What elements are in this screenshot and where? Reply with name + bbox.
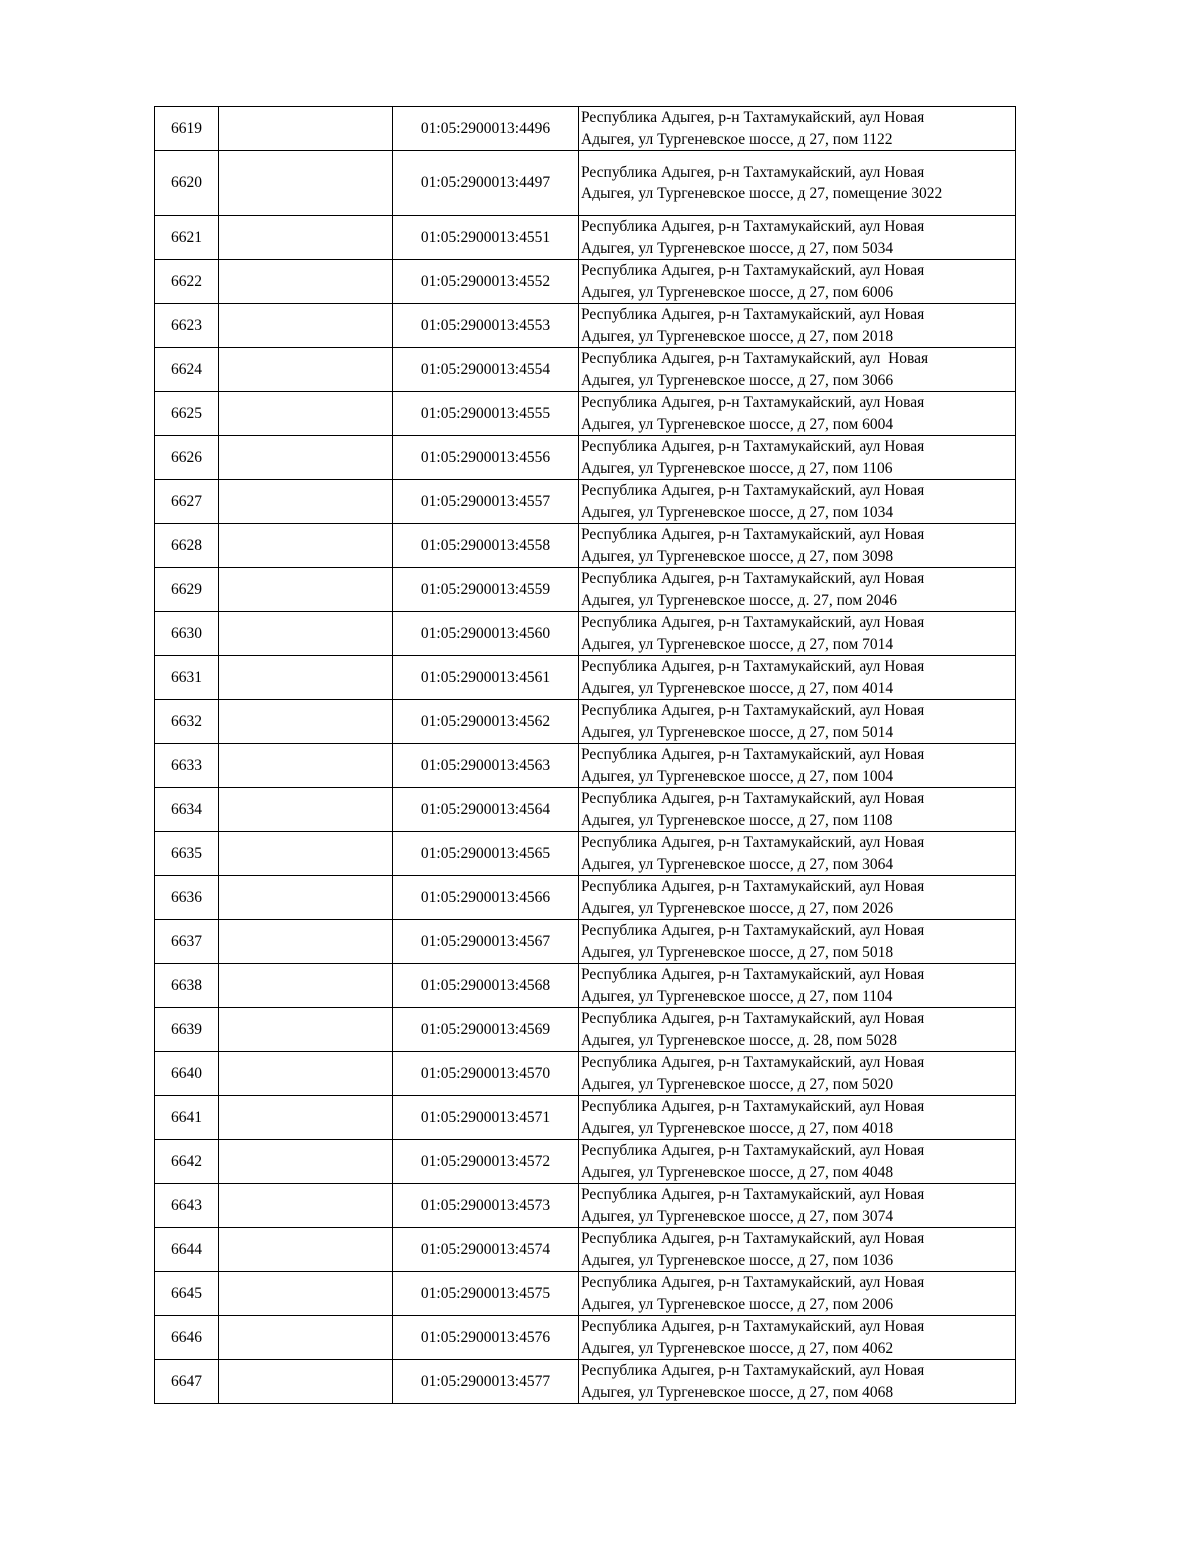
address-cell (579, 832, 1016, 876)
address-cell (579, 920, 1016, 964)
table-row (155, 524, 1016, 568)
address-line-2: Адыгея, ул Тургеневское шоссе, д 27, пом 5014 (581, 723, 894, 741)
row-number: 6628 (155, 524, 219, 568)
table-row (155, 920, 1016, 964)
blank-cell (219, 107, 393, 151)
address-cell (579, 260, 1016, 304)
row-number: 6646 (155, 1316, 219, 1360)
address-cell (579, 1140, 1016, 1184)
blank-cell (219, 392, 393, 436)
row-number: 6639 (155, 1008, 219, 1052)
address-cell (579, 656, 1016, 700)
address-cell (579, 480, 1016, 524)
cadastral-number: 01:05:2900013:4574 (393, 1228, 579, 1272)
address-line-2: Адыгея, ул Тургеневское шоссе, д 27, пом 1036 (581, 1251, 894, 1269)
address-line-2: Адыгея, ул Тургеневское шоссе, д 27, пом 1122 (581, 130, 893, 148)
table-row (155, 1008, 1016, 1052)
blank-cell (219, 524, 393, 568)
address-line-2: Адыгея, ул Тургеневское шоссе, д 27, пом 5020 (581, 1075, 894, 1093)
address-line-1: Республика Адыгея, р-н Тахтамукайский, аул Новая (581, 109, 925, 126)
blank-cell (219, 788, 393, 832)
row-number: 6645 (155, 1272, 219, 1316)
table-row (155, 304, 1016, 348)
row-number: 6644 (155, 1228, 219, 1272)
address-line-1: Республика Адыгея, р-н Тахтамукайский, аул Новая (581, 878, 925, 895)
address-line-2: Адыгея, ул Тургеневское шоссе, д. 27, пом 2046 (581, 591, 898, 609)
row-number: 6620 (155, 151, 219, 216)
address-line-1: Республика Адыгея, р-н Тахтамукайский, аул Новая (581, 702, 925, 719)
address-line-2: Адыгея, ул Тургеневское шоссе, д 27, пом 1104 (581, 987, 893, 1005)
address-line-1: Республика Адыгея, р-н Тахтамукайский, аул Новая (581, 394, 925, 411)
blank-cell (219, 1052, 393, 1096)
blank-cell (219, 744, 393, 788)
cadastral-number: 01:05:2900013:4576 (393, 1316, 579, 1360)
row-number: 6643 (155, 1184, 219, 1228)
address-cell (579, 304, 1016, 348)
property-table-body (155, 107, 1016, 1404)
address-line-1: Республика Адыгея, р-н Тахтамукайский, аул Новая (581, 438, 925, 455)
blank-cell (219, 1316, 393, 1360)
table-row (155, 876, 1016, 920)
address-cell (579, 700, 1016, 744)
address-line-1: Республика Адыгея, р-н Тахтамукайский, аул Новая (581, 922, 925, 939)
row-number: 6626 (155, 436, 219, 480)
address-line-2: Адыгея, ул Тургеневское шоссе, д 27, помещение 3022 (581, 185, 943, 202)
address-line-2: Адыгея, ул Тургеневское шоссе, д 27, пом 1108 (581, 811, 893, 829)
address-line-2: Адыгея, ул Тургеневское шоссе, д 27, пом 1004 (581, 767, 894, 785)
address-line-2: Адыгея, ул Тургеневское шоссе, д 27, пом 2006 (581, 1295, 894, 1313)
table-row (155, 151, 1016, 216)
row-number: 6637 (155, 920, 219, 964)
cadastral-number: 01:05:2900013:4570 (393, 1052, 579, 1096)
row-number: 6631 (155, 656, 219, 700)
address-line-1: Республика Адыгея, р-н Тахтамукайский, аул Новая (581, 1010, 925, 1027)
property-table (154, 106, 1016, 1404)
address-line-2: Адыгея, ул Тургеневское шоссе, д 27, пом 4068 (581, 1383, 894, 1401)
address-line-1: Республика Адыгея, р-н Тахтамукайский, аул Новая (581, 526, 925, 543)
address-cell (579, 1272, 1016, 1316)
address-line-1: Республика Адыгея, р-н Тахтамукайский, аул Новая (581, 1362, 925, 1379)
blank-cell (219, 480, 393, 524)
address-line-2: Адыгея, ул Тургеневское шоссе, д 27, пом 4014 (581, 679, 894, 697)
row-number: 6634 (155, 788, 219, 832)
row-number: 6638 (155, 964, 219, 1008)
address-line-2: Адыгея, ул Тургеневское шоссе, д 27, пом 3074 (581, 1207, 894, 1225)
address-cell (579, 348, 1016, 392)
address-cell (579, 1008, 1016, 1052)
cadastral-number: 01:05:2900013:4551 (393, 216, 579, 260)
table-row (155, 612, 1016, 656)
address-line-2: Адыгея, ул Тургеневское шоссе, д. 28, пом 5028 (581, 1031, 898, 1049)
address-line-2: Адыгея, ул Тургеневское шоссе, д 27, пом 4062 (581, 1339, 894, 1357)
address-line-1: Республика Адыгея, р-н Тахтамукайский, аул Новая (581, 834, 925, 851)
address-cell (579, 1096, 1016, 1140)
row-number: 6647 (155, 1360, 219, 1404)
address-cell (579, 876, 1016, 920)
table-row (155, 964, 1016, 1008)
cadastral-number: 01:05:2900013:4552 (393, 260, 579, 304)
blank-cell (219, 1140, 393, 1184)
address-line-2: Адыгея, ул Тургеневское шоссе, д 27, пом 2018 (581, 327, 894, 345)
row-number: 6635 (155, 832, 219, 876)
row-number: 6625 (155, 392, 219, 436)
address-line-1: Республика Адыгея, р-н Тахтамукайский, аул Новая (581, 966, 925, 983)
blank-cell (219, 1228, 393, 1272)
row-number: 6622 (155, 260, 219, 304)
blank-cell (219, 920, 393, 964)
address-line-1: Республика Адыгея, р-н Тахтамукайский, аул Новая (581, 1318, 925, 1335)
row-number: 6632 (155, 700, 219, 744)
blank-cell (219, 216, 393, 260)
address-line-2: Адыгея, ул Тургеневское шоссе, д 27, пом 6006 (581, 283, 894, 301)
row-number: 6627 (155, 480, 219, 524)
address-line-2: Адыгея, ул Тургеневское шоссе, д 27, пом 2026 (581, 899, 894, 917)
cadastral-number: 01:05:2900013:4559 (393, 568, 579, 612)
address-line-1: Республика Адыгея, р-н Тахтамукайский, аул Новая (581, 262, 925, 279)
address-cell (579, 216, 1016, 260)
table-row (155, 656, 1016, 700)
table-row (155, 348, 1016, 392)
blank-cell (219, 700, 393, 744)
address-line-1: Республика Адыгея, р-н Тахтамукайский, аул Новая (581, 218, 925, 235)
table-row (155, 1184, 1016, 1228)
address-line-1: Республика Адыгея, р-н Тахтамукайский, аул Новая (581, 746, 925, 763)
address-line-1: Республика Адыгея, р-н Тахтамукайский, аул Новая (581, 1098, 925, 1115)
address-cell (579, 151, 1016, 216)
address-cell (579, 107, 1016, 151)
row-number: 6619 (155, 107, 219, 151)
cadastral-number: 01:05:2900013:4566 (393, 876, 579, 920)
blank-cell (219, 964, 393, 1008)
cadastral-number: 01:05:2900013:4575 (393, 1272, 579, 1316)
cadastral-number: 01:05:2900013:4497 (393, 151, 579, 216)
address-line-2: Адыгея, ул Тургеневское шоссе, д 27, пом 7014 (581, 635, 894, 653)
cadastral-number: 01:05:2900013:4496 (393, 107, 579, 151)
blank-cell (219, 260, 393, 304)
cadastral-number: 01:05:2900013:4569 (393, 1008, 579, 1052)
address-line-2: Адыгея, ул Тургеневское шоссе, д 27, пом 4018 (581, 1119, 894, 1137)
address-line-2: Адыгея, ул Тургеневское шоссе, д 27, пом 6004 (581, 415, 894, 433)
table-row (155, 392, 1016, 436)
cadastral-number: 01:05:2900013:4557 (393, 480, 579, 524)
address-line-2: Адыгея, ул Тургеневское шоссе, д 27, пом 3066 (581, 371, 894, 389)
cadastral-number: 01:05:2900013:4567 (393, 920, 579, 964)
row-number: 6636 (155, 876, 219, 920)
address-line-1: Республика Адыгея, р-н Тахтамукайский, аул Новая (581, 570, 925, 587)
blank-cell (219, 1096, 393, 1140)
address-cell (579, 1228, 1016, 1272)
table-row (155, 1052, 1016, 1096)
address-line-1: Республика Адыгея, р-н Тахтамукайский, аул Новая (581, 350, 929, 367)
address-cell (579, 964, 1016, 1008)
table-row (155, 480, 1016, 524)
blank-cell (219, 304, 393, 348)
cadastral-number: 01:05:2900013:4571 (393, 1096, 579, 1140)
table-row (155, 1228, 1016, 1272)
row-number: 6633 (155, 744, 219, 788)
blank-cell (219, 436, 393, 480)
blank-cell (219, 1008, 393, 1052)
cadastral-number: 01:05:2900013:4562 (393, 700, 579, 744)
address-cell (579, 612, 1016, 656)
table-row (155, 216, 1016, 260)
blank-cell (219, 1184, 393, 1228)
blank-cell (219, 876, 393, 920)
table-row (155, 1360, 1016, 1404)
row-number: 6641 (155, 1096, 219, 1140)
cadastral-number: 01:05:2900013:4577 (393, 1360, 579, 1404)
address-cell (579, 392, 1016, 436)
blank-cell (219, 1272, 393, 1316)
cadastral-number: 01:05:2900013:4554 (393, 348, 579, 392)
cadastral-number: 01:05:2900013:4558 (393, 524, 579, 568)
address-line-1: Республика Адыгея, р-н Тахтамукайский, аул Новая (581, 482, 925, 499)
address-cell (579, 1052, 1016, 1096)
row-number: 6629 (155, 568, 219, 612)
cadastral-number: 01:05:2900013:4572 (393, 1140, 579, 1184)
address-line-1: Республика Адыгея, р-н Тахтамукайский, аул Новая (581, 1230, 925, 1247)
cadastral-number: 01:05:2900013:4556 (393, 436, 579, 480)
table-row (155, 568, 1016, 612)
address-line-1: Республика Адыгея, р-н Тахтамукайский, аул Новая (581, 163, 925, 181)
table-row (155, 700, 1016, 744)
address-line-1: Республика Адыгея, р-н Тахтамукайский, аул Новая (581, 1054, 925, 1071)
row-number: 6630 (155, 612, 219, 656)
address-line-2: Адыгея, ул Тургеневское шоссе, д 27, пом 5034 (581, 239, 894, 257)
address-cell (579, 744, 1016, 788)
table-row (155, 832, 1016, 876)
table-row (155, 107, 1016, 151)
blank-cell (219, 348, 393, 392)
cadastral-number: 01:05:2900013:4555 (393, 392, 579, 436)
cadastral-number: 01:05:2900013:4565 (393, 832, 579, 876)
blank-cell (219, 656, 393, 700)
address-cell (579, 1184, 1016, 1228)
cadastral-number: 01:05:2900013:4560 (393, 612, 579, 656)
cadastral-number: 01:05:2900013:4563 (393, 744, 579, 788)
address-cell (579, 524, 1016, 568)
table-row (155, 260, 1016, 304)
row-number: 6640 (155, 1052, 219, 1096)
cadastral-number: 01:05:2900013:4553 (393, 304, 579, 348)
cadastral-number: 01:05:2900013:4564 (393, 788, 579, 832)
address-line-1: Республика Адыгея, р-н Тахтамукайский, аул Новая (581, 1186, 925, 1203)
blank-cell (219, 1360, 393, 1404)
row-number: 6623 (155, 304, 219, 348)
address-line-1: Республика Адыгея, р-н Тахтамукайский, аул Новая (581, 614, 925, 631)
address-line-1: Республика Адыгея, р-н Тахтамукайский, аул Новая (581, 658, 925, 675)
address-line-1: Республика Адыгея, р-н Тахтамукайский, аул Новая (581, 790, 925, 807)
address-cell (579, 788, 1016, 832)
cadastral-number: 01:05:2900013:4568 (393, 964, 579, 1008)
table-row (155, 1272, 1016, 1316)
address-line-2: Адыгея, ул Тургеневское шоссе, д 27, пом 5018 (581, 943, 894, 961)
table-row (155, 744, 1016, 788)
cadastral-number: 01:05:2900013:4561 (393, 656, 579, 700)
address-line-2: Адыгея, ул Тургеневское шоссе, д 27, пом 3098 (581, 547, 894, 565)
blank-cell (219, 568, 393, 612)
address-line-1: Республика Адыгея, р-н Тахтамукайский, аул Новая (581, 1274, 925, 1291)
address-cell (579, 568, 1016, 612)
address-cell (579, 436, 1016, 480)
address-line-2: Адыгея, ул Тургеневское шоссе, д 27, пом 4048 (581, 1163, 894, 1181)
table-row (155, 788, 1016, 832)
row-number: 6621 (155, 216, 219, 260)
blank-cell (219, 612, 393, 656)
table-row (155, 1096, 1016, 1140)
cadastral-number: 01:05:2900013:4573 (393, 1184, 579, 1228)
table-row (155, 1316, 1016, 1360)
address-line-1: Республика Адыгея, р-н Тахтамукайский, аул Новая (581, 306, 925, 323)
address-cell (579, 1360, 1016, 1404)
address-line-2: Адыгея, ул Тургеневское шоссе, д 27, пом 3064 (581, 855, 894, 873)
blank-cell (219, 151, 393, 216)
address-line-1: Республика Адыгея, р-н Тахтамукайский, аул Новая (581, 1142, 925, 1159)
row-number: 6624 (155, 348, 219, 392)
address-line-2: Адыгея, ул Тургеневское шоссе, д 27, пом 1106 (581, 459, 893, 477)
address-cell (579, 1316, 1016, 1360)
blank-cell (219, 832, 393, 876)
address-line-2: Адыгея, ул Тургеневское шоссе, д 27, пом 1034 (581, 503, 894, 521)
table-row (155, 436, 1016, 480)
row-number: 6642 (155, 1140, 219, 1184)
table-row (155, 1140, 1016, 1184)
